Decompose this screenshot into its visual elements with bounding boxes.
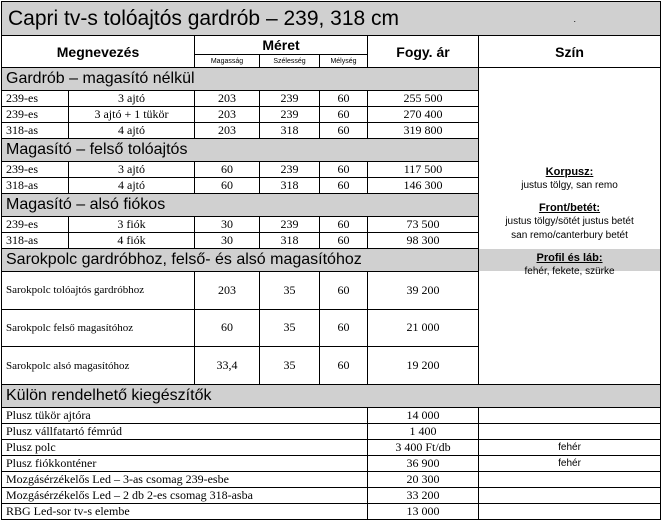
extra-price: 20 300 <box>368 472 479 488</box>
table-row <box>2 488 661 504</box>
extra-color: fehér <box>479 456 661 472</box>
color-korpusz <box>479 165 660 193</box>
front-value-2: san remo/canterbury betét <box>511 230 628 241</box>
row-code: 318-as <box>2 233 69 249</box>
row-code: 239-es <box>2 91 69 107</box>
row-height: 203 <box>195 107 260 123</box>
extra-price: 36 900 <box>368 456 479 472</box>
header-depth: Mélység <box>320 55 368 68</box>
row-width: 35 <box>260 309 320 347</box>
row-width: 239 <box>260 91 320 107</box>
extra-color <box>479 408 661 424</box>
color-front <box>479 201 660 243</box>
row-width: 239 <box>260 162 320 178</box>
row-depth: 60 <box>320 162 368 178</box>
row-code: 318-as <box>2 178 69 194</box>
row-price: 117 500 <box>368 162 479 178</box>
row-price: 21 000 <box>368 309 479 347</box>
row-width: 35 <box>260 347 320 385</box>
row-height: 60 <box>195 309 260 347</box>
extra-price: 14 000 <box>368 408 479 424</box>
row-depth: 60 <box>320 309 368 347</box>
row-desc: 3 ajtó + 1 tükör <box>69 107 195 123</box>
row-depth: 60 <box>320 217 368 233</box>
page-title <box>2 2 661 36</box>
row-height: 33,4 <box>195 347 260 385</box>
row-desc: 4 ajtó <box>69 123 195 139</box>
extra-color <box>479 424 661 440</box>
row-height: 60 <box>195 178 260 194</box>
extra-name: Mozgásérzékelős Led – 3-as csomag 239-esbe <box>2 472 368 488</box>
row-price: 19 200 <box>368 347 479 385</box>
extra-price: 3 400 Ft/db <box>368 440 479 456</box>
row-width: 239 <box>260 107 320 123</box>
row-depth: 60 <box>320 123 368 139</box>
extra-price: 33 200 <box>368 488 479 504</box>
header-height: Magasság <box>195 55 260 68</box>
header-color: Szín <box>479 36 661 68</box>
row-name: Sarokpolc alsó magasítóhoz <box>2 347 195 385</box>
header-name: Megnevezés <box>2 36 195 68</box>
row-width: 318 <box>260 123 320 139</box>
front-value-1: justus tölgy/sötét justus betét <box>505 216 634 227</box>
section-title-extras: Külön rendelhető kiegészítők <box>2 385 661 408</box>
header-price: Fogy. ár <box>368 36 479 68</box>
front-label: Front/betét: <box>538 202 601 214</box>
header-size: Méret <box>195 36 368 55</box>
section-title-corner: Sarokpolc gardróbhoz, felső- és alsó magasítóhoz <box>2 249 661 272</box>
table-row <box>2 504 661 520</box>
row-height: 203 <box>195 123 260 139</box>
extra-price: 13 000 <box>368 504 479 520</box>
extra-name: Mozgásérzékelős Led – 2 db 2-es csomag 318-asba <box>2 488 368 504</box>
extra-name: Plusz polc <box>2 440 368 456</box>
row-code: 239-es <box>2 217 69 233</box>
extra-name: RBG Led-sor tv-s elembe <box>2 504 368 520</box>
extra-color: fehér <box>479 440 661 456</box>
korpusz-label: Korpusz: <box>545 166 594 178</box>
row-desc: 4 fiók <box>69 233 195 249</box>
row-code: 318-as <box>2 123 69 139</box>
row-width: 239 <box>260 217 320 233</box>
extra-name: Plusz tükör ajtóra <box>2 408 368 424</box>
extra-price: 1 400 <box>368 424 479 440</box>
row-width: 318 <box>260 233 320 249</box>
profil-label: Profil és láb: <box>536 252 603 264</box>
extra-color <box>479 488 661 504</box>
table-row <box>2 456 661 472</box>
row-price: 255 500 <box>368 91 479 107</box>
row-height: 203 <box>195 272 260 310</box>
row-name: Sarokpolc tolóajtós gardróbhoz <box>2 272 195 310</box>
header-width: Szélesség <box>260 55 320 68</box>
row-width: 35 <box>260 272 320 310</box>
row-height: 30 <box>195 217 260 233</box>
row-desc: 3 ajtó <box>69 162 195 178</box>
table-row <box>2 408 661 424</box>
table-row <box>2 472 661 488</box>
extra-name: Plusz vállfatartó fémrúd <box>2 424 368 440</box>
extra-color <box>479 472 661 488</box>
table-row <box>2 440 661 456</box>
profil-value: fehér, fekete, szürke <box>524 266 615 277</box>
row-depth: 60 <box>320 91 368 107</box>
row-desc: 3 fiók <box>69 217 195 233</box>
row-height: 60 <box>195 162 260 178</box>
section-title: Magasító – alsó fiókos <box>2 194 479 217</box>
korpusz-value: justus tölgy, san remo <box>521 180 618 191</box>
row-price: 146 300 <box>368 178 479 194</box>
row-desc: 3 ajtó <box>69 91 195 107</box>
row-depth: 60 <box>320 233 368 249</box>
section-title: Gardrób – magasító nélkül <box>2 68 479 91</box>
row-depth: 60 <box>320 107 368 123</box>
row-code: 239-es <box>2 162 69 178</box>
row-code: 239-es <box>2 107 69 123</box>
table-row <box>2 424 661 440</box>
title-mark: . <box>573 13 577 24</box>
row-price: 39 200 <box>368 272 479 310</box>
row-height: 30 <box>195 233 260 249</box>
row-price: 73 500 <box>368 217 479 233</box>
row-height: 203 <box>195 91 260 107</box>
row-depth: 60 <box>320 272 368 310</box>
row-name: Sarokpolc felső magasítóhoz <box>2 309 195 347</box>
row-width: 318 <box>260 178 320 194</box>
extra-name: Plusz fiókkonténer <box>2 456 368 472</box>
row-price: 319 800 <box>368 123 479 139</box>
price-table <box>1 1 661 520</box>
row-price: 270 400 <box>368 107 479 123</box>
extra-color <box>479 504 661 520</box>
row-depth: 60 <box>320 178 368 194</box>
row-depth: 60 <box>320 347 368 385</box>
row-desc: 4 ajtó <box>69 178 195 194</box>
row-price: 98 300 <box>368 233 479 249</box>
title-text: Capri tv-s tolóajtós gardrób – 239, 318 cm <box>8 6 400 30</box>
color-info <box>479 68 661 385</box>
section-title: Magasító – felső tolóajtós <box>2 139 479 162</box>
